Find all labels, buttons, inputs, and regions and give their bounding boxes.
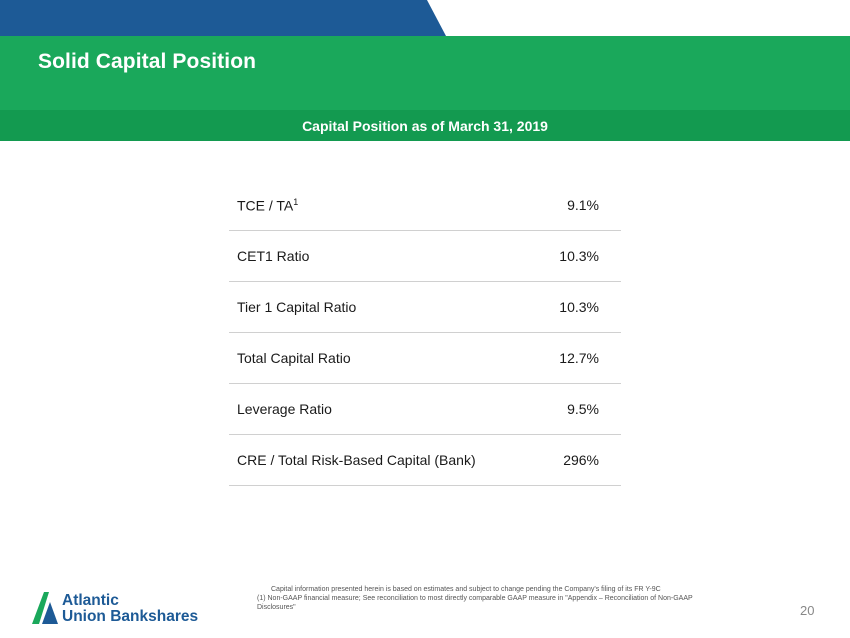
table-row — [229, 384, 621, 435]
logo-line-2: Union Bankshares — [62, 608, 199, 625]
top-band — [0, 0, 850, 36]
row-label: TCE / $TA^1$ — [229, 180, 543, 231]
row-label: Total Capital Ratio — [229, 333, 543, 384]
title-bar — [0, 36, 850, 110]
footnote-capital-info: Capital information presented herein is based on estimates and subject to change pending the Company's filing of its FR Y-9C — [271, 586, 661, 593]
footnotes — [257, 586, 707, 612]
table-row — [229, 180, 621, 231]
table-row — [229, 231, 621, 282]
footnote-non-gaap: (1) Non-GAAP financial measure; See reconciliation to most directly comparable GAAP measure in "Appendix – Reconciliation of Non-GAAP Disclosures" — [257, 594, 693, 611]
table-row — [229, 333, 621, 384]
row-value: 10.3% — [543, 231, 621, 282]
row-label: Leverage Ratio — [229, 384, 543, 435]
logo-text — [62, 593, 198, 625]
row-label: Tier 1 Capital Ratio — [229, 282, 543, 333]
capital-table — [229, 180, 621, 486]
company-logo — [32, 592, 242, 628]
top-blue-stripe — [0, 0, 446, 36]
section-subtitle: Capital Position as of March 31, 2019 — [302, 118, 548, 134]
row-value: 9.1% — [543, 180, 621, 231]
table-row — [229, 435, 621, 486]
page-number: 20 — [800, 603, 815, 618]
table-row — [229, 282, 621, 333]
row-value: 12.7% — [543, 333, 621, 384]
row-label: CET1 Ratio — [229, 231, 543, 282]
subtitle-bar — [0, 110, 850, 141]
row-value: 9.5% — [543, 384, 621, 435]
logo-mark-icon — [32, 592, 60, 624]
footnote-marker: 1 — [293, 196, 299, 207]
page-title: Solid Capital Position — [38, 50, 257, 73]
logo-line-1: Atlantic — [62, 592, 119, 609]
row-value: 296% — [543, 435, 621, 486]
row-value: 10.3% — [543, 282, 621, 333]
row-label: CRE / Total Risk-Based Capital (Bank) — [229, 435, 543, 486]
